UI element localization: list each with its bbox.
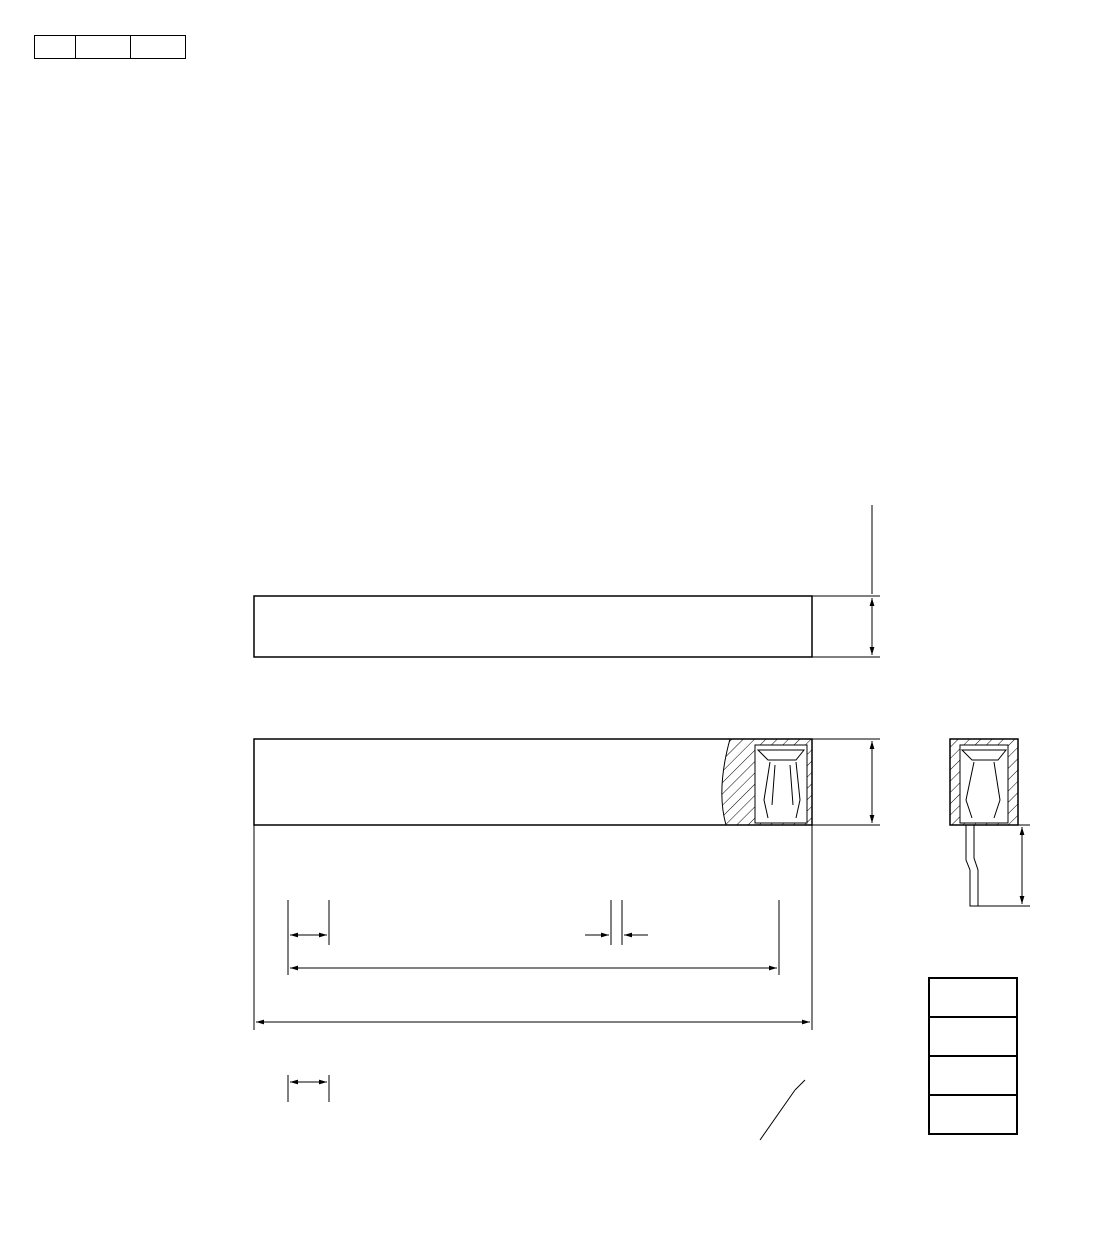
pcb-layout [288,1075,805,1140]
pc-value-3 [929,1095,1017,1134]
top-view-housing [254,596,812,657]
hole-leader [760,1090,795,1140]
pc-length-table [928,977,1018,1135]
top-view [254,505,880,657]
pc-table-header [929,978,1017,1017]
end-view [950,739,1030,906]
pc-value-1 [929,1017,1017,1056]
end-view-pin [966,825,978,906]
side-view [254,739,880,1030]
hole-leader-tail [795,1080,805,1090]
pc-value-2 [929,1056,1017,1095]
